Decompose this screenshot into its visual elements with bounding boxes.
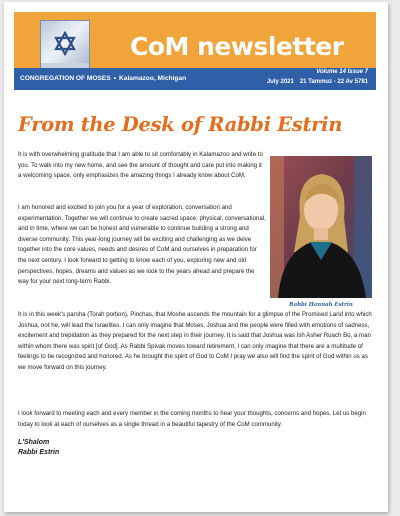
newsletter-title: CoM newsletter <box>130 32 344 61</box>
star-of-david-logo-icon <box>40 20 90 74</box>
issue-date: July 2021 <box>266 79 294 85</box>
paragraph-text: It is in this week's parsha (Torah portion), Pinchas, that Moshe ascends the mountain for a glimpse of the Promised Land into which Joshua, not he, will lead the Israelites. I can only imagine that Moses, Joshua and the people were filled with emotions of sadness, excitement and trepidation as they prepared for the next step in their journey. It is said that Joshua was Ish Asher Ruach Bo, a man within whom there was spirit [of God]. As Rabbi Spivak moves toward retirement, I can only imagine that there are a multitude of feelings to be recognized and honored. As he brought the spirit of God to CoM I pray we also will find the spirit of God within us as we move forward on this journey. <box>18 311 372 371</box>
closing-salutation: L'Shalom <box>18 439 50 446</box>
paragraph-text: I look forward to meeting each and every member in the coming months to hear your thoughts, concerns and hopes. Let us begin today to look at each of ourselves as a single thread in a beautiful tapestry of the CoM community. <box>18 410 366 428</box>
rabbi-portrait-photo <box>270 156 372 298</box>
article-paragraph-3 <box>18 310 374 374</box>
article-paragraph-4 <box>18 409 374 430</box>
masthead-banner <box>14 12 376 68</box>
article-paragraph-2 <box>18 203 266 288</box>
info-bar <box>14 68 376 90</box>
congregation-name: CONGREGATION OF MOSES <box>20 75 111 82</box>
bullet-separator: • <box>113 75 117 82</box>
hebrew-date: 21 Tammuz - 22 Av 5781 <box>299 79 368 85</box>
article-paragraph-1 <box>18 150 266 182</box>
congregation-line <box>20 75 186 82</box>
congregation-location: Kalamazoo, Michigan <box>119 75 187 82</box>
paragraph-text: It is with overwhelming gratitude that I am able to sit comfortably in Kalamazoo and write to you. To walk into my new home, and see the amount of thought and care put into making it a welcoming space, only emphasizes the amazing things I already know about CoM. <box>18 151 263 180</box>
issue-number: Volume 14 Issue 7 <box>316 69 368 75</box>
newsletter-page <box>4 2 388 512</box>
paragraph-text: I am honored and excited to join you for a year of exploration, conversation and experimentation. Together we will continue to create sacred space: physical, conversational, and in time, where we can be honest and vulnerable to continue building a strong and diverse community. This year-long journey will be exciting and challenging as we delve together into the core values, needs and desires of CoM and ourselves in preparation for the next century. I look forward to getting to know each of you, exploring new and old perspectives, hopes, dreams and values as we look to the years ahead and prepare the way for your next long-term Rabbi. <box>18 204 266 286</box>
photo-caption: Rabbi Hannah Estrin <box>289 302 353 308</box>
signature-name: Rabbi Estrin <box>18 449 60 456</box>
article-headline: From the Desk of Rabbi Estrin <box>18 113 343 136</box>
issue-dates <box>267 79 368 85</box>
signature-block <box>18 438 59 458</box>
